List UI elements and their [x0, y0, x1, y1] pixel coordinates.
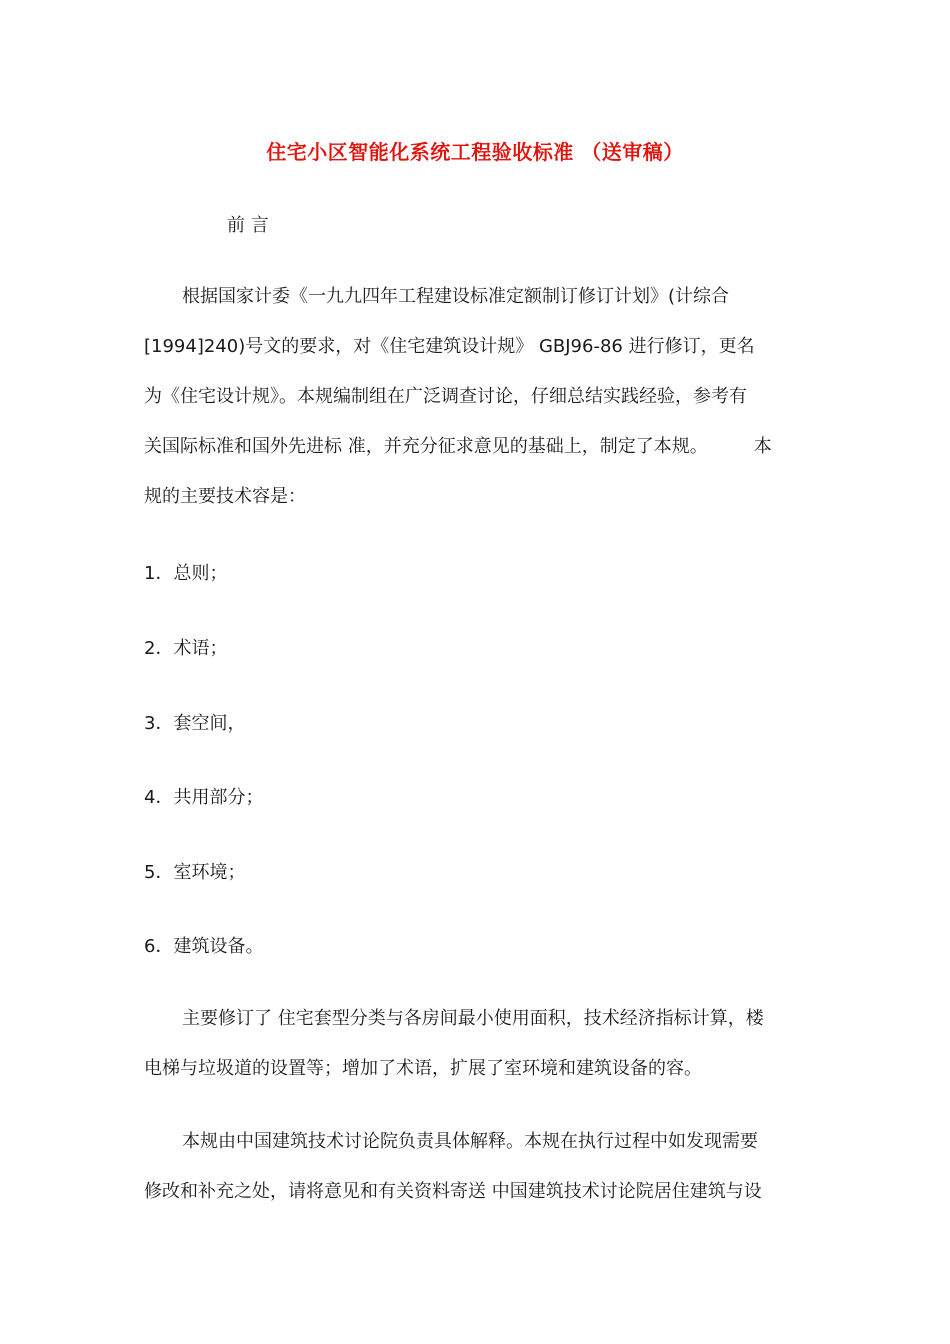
intro-paragraph — [144, 272, 816, 522]
revision-line: 主要修订了 住宅套型分类与各房间最小使用面积，技术经济指标计算，楼 — [182, 1008, 764, 1029]
intro-line: 根据国家计委《一九九四年工程建设标准定额制订修订计划》(计综合 — [182, 286, 730, 307]
list-item: 6．建筑设备。 — [144, 936, 264, 957]
intro-line-with-trailing-word — [144, 422, 816, 472]
intro-trailing-word: 本 — [753, 436, 772, 457]
interpretation-line: 修改和补充之处，请将意见和有关资料寄送 中国建筑技术讨论院居住建筑与设 — [144, 1181, 762, 1202]
intro-line: 规的主要技术容是： — [144, 486, 306, 507]
intro-line: 关国际标准和国外先进标 准，并充分征求意见的基础上，制定了本规。 — [144, 436, 708, 457]
list-item: 1．总则； — [144, 563, 228, 584]
revision-line: 电梯与垃圾道的设置等；增加了术语，扩展了室环境和建筑设备的容。 — [144, 1058, 702, 1079]
list-item: 5．室环境； — [144, 862, 246, 883]
revision-paragraph — [144, 994, 816, 1094]
preface-heading: 前 言 — [227, 215, 269, 236]
list-item: 4．共用部分； — [144, 787, 264, 808]
list-item: 3．套空间， — [144, 713, 246, 734]
interpretation-paragraph — [144, 1117, 816, 1217]
intro-line: [1994]240)号文的要求，对《住宅建筑设计规》 GBJ96-86 进行修订，更名 — [144, 336, 755, 357]
interpretation-line: 本规由中国建筑技术讨论院负责具体解释。本规在执行过程中如发现需要 — [182, 1131, 758, 1152]
document-title: 住宅小区智能化系统工程验收标准 （送审稿） — [266, 140, 684, 164]
list-item: 2．术语； — [144, 638, 228, 659]
intro-line: 为《住宅设计规》。本规编制组在广泛调查讨论，仔细总结实践经验，参考有 — [144, 386, 747, 407]
